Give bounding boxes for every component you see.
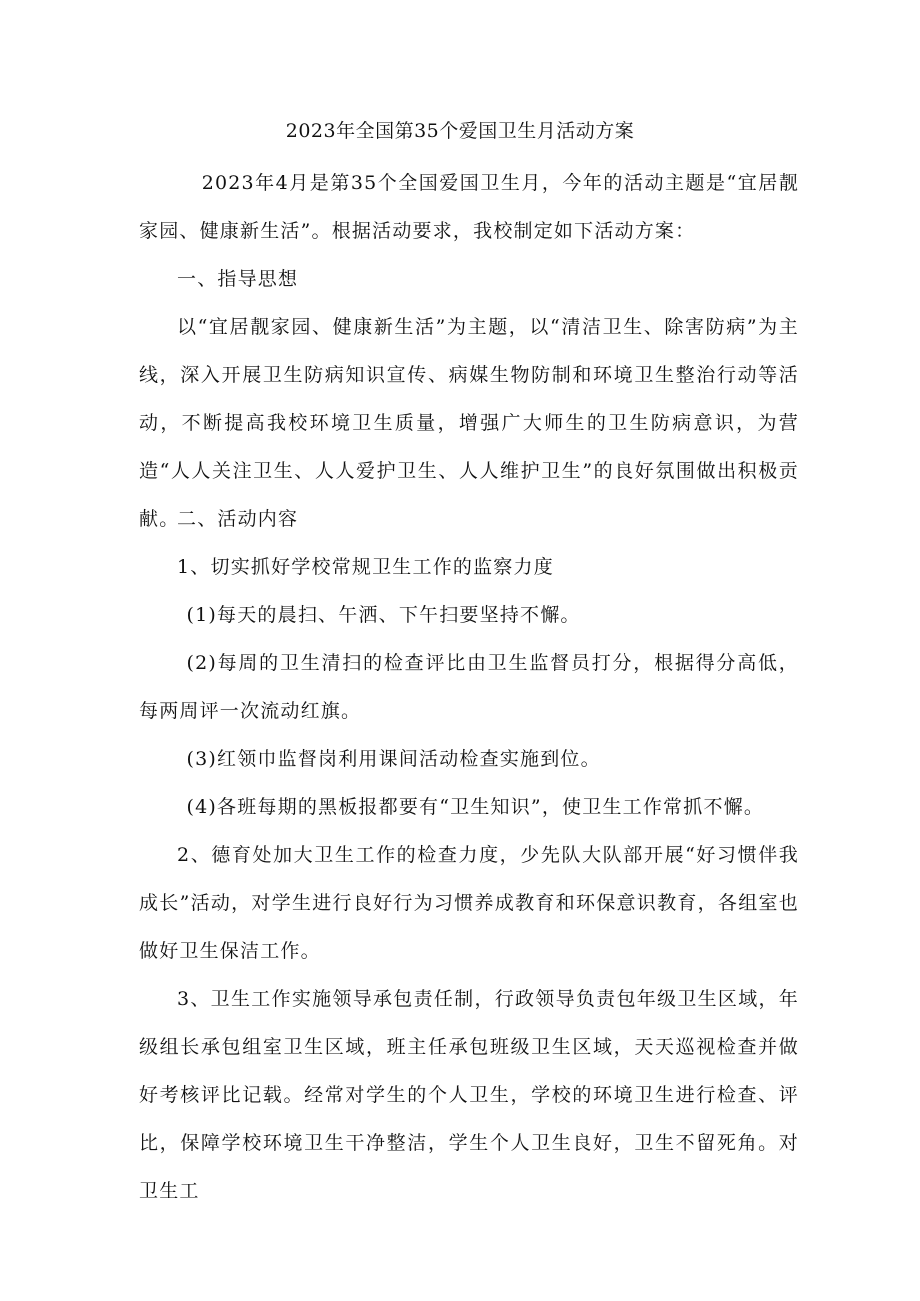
section-heading-activity-content: 二、活动内容 — [177, 508, 299, 530]
item-3-paragraph: 3、卫生工作实施领导承包责任制，行政领导负责包年级卫生区域，年级组长承包组室卫生区域，班主任承包班级卫生区域，天天巡视检查并做好考核评比记载。经常对学生的个人卫生，学校的环境卫生进行检查、评比，保障学校环境卫生干净整洁，学生个人卫生良好，卫生不留死角。对卫生工 — [139, 988, 799, 1202]
sub-item-4: (4)各班每期的黑板报都要有“卫生知识”，使卫生工作常抓不懈。 — [186, 796, 765, 818]
intro-paragraph: 2023年4月是第35个全国爱国卫生月，今年的活动主题是“宜居靓家园、健康新生活”。根据活动要求，我校制定如下活动方案： — [139, 172, 799, 242]
sub-item-2: (2)每周的卫生清扫的检查评比由卫生监督员打分，根据得分高低，每两周评一次流动红旗。 — [139, 652, 799, 722]
document-title: 2023年全国第35个爱国卫生月活动方案 — [285, 120, 635, 142]
sub-item-3: (3)红领巾监督岗利用课间活动检查实施到位。 — [186, 748, 601, 770]
guiding-ideology-paragraph: 以“宜居靓家园、健康新生活”为主题，以“清洁卫生、除害防病”为主线，深入开展卫生防病知识宣传、病媒生物防制和环境卫生整治行动等活动，不断提高我校环境卫生质量，增强广大师生的卫生防病意识，为营造“人人关注卫生、人人爱护卫生、人人维护卫生”的良好氛围做出积极贡献。 — [139, 316, 799, 530]
sub-item-1: (1)每天的晨扫、午洒、下午扫要坚持不懈。 — [186, 604, 581, 626]
item-1-heading: 1、切实抓好学校常规卫生工作的监察力度 — [177, 556, 554, 578]
section-heading-guiding-ideology: 一、指导思想 — [177, 268, 299, 290]
item-2-paragraph: 2、德育处加大卫生工作的检查力度，少先队大队部开展“好习惯伴我成长”活动，对学生进行良好行为习惯养成教育和环保意识教育，各组室也做好卫生保洁工作。 — [139, 844, 799, 962]
